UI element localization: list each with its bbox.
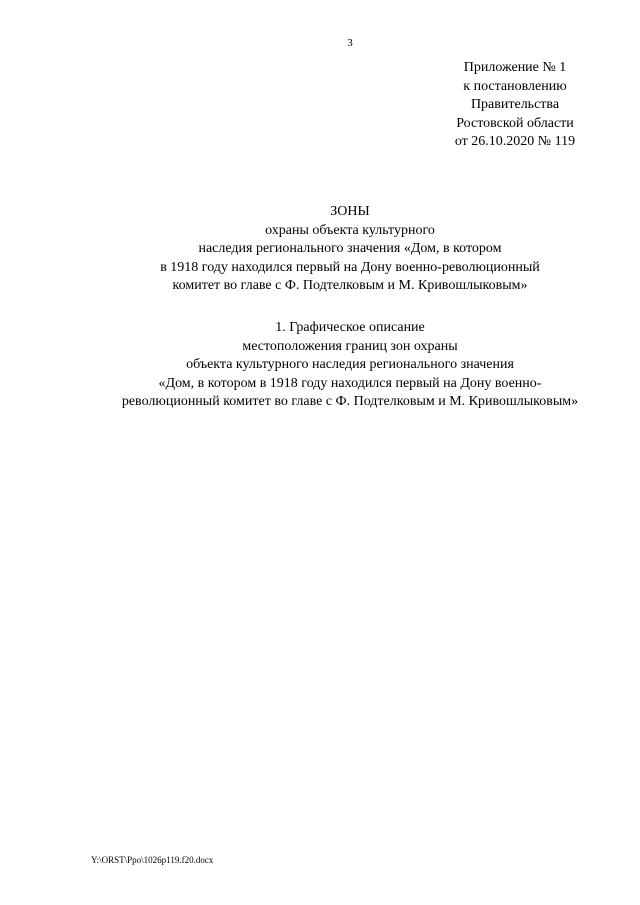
appendix-reference <box>430 59 600 152</box>
zones-title-line: охраны объекта культурного <box>265 222 435 238</box>
appendix-line: Приложение № 1 <box>463 60 567 75</box>
appendix-line: от 26.10.2020 № 119 <box>454 134 576 149</box>
zones-title-line: в 1918 году находился первый на Дону военно-революционный <box>160 259 540 275</box>
section-1-line: 1. Графическое описание <box>275 320 425 335</box>
appendix-line: к постановлению <box>463 78 567 94</box>
section-1-line: революционный комитет во главе с Ф. Подтелковым и М. Кривошлыковым» <box>121 394 579 409</box>
section-1-line: «Дом, в котором в 1918 году находился первый на Дону военно- <box>158 375 542 391</box>
zones-title-line: комитет во главе с Ф. Подтелковым и М. Кривошлыковым» <box>172 278 528 293</box>
page-number: 3 <box>347 37 353 49</box>
zones-title-line: наследия регионального значения «Дом, в котором <box>198 241 502 256</box>
zones-title <box>0 203 640 296</box>
zones-title-heading: ЗОНЫ <box>330 204 370 219</box>
appendix-line: Правительства <box>470 97 560 112</box>
footer-file-path: Y:\ORST\Ppo\1026p119.f20.docx <box>91 855 214 865</box>
section-1-line: объекта культурного наследия регионального значения <box>186 357 514 372</box>
section-1-line: местоположения границ зон охраны <box>242 338 458 354</box>
section-1-heading <box>0 319 640 412</box>
appendix-line: Ростовской области <box>456 115 574 131</box>
